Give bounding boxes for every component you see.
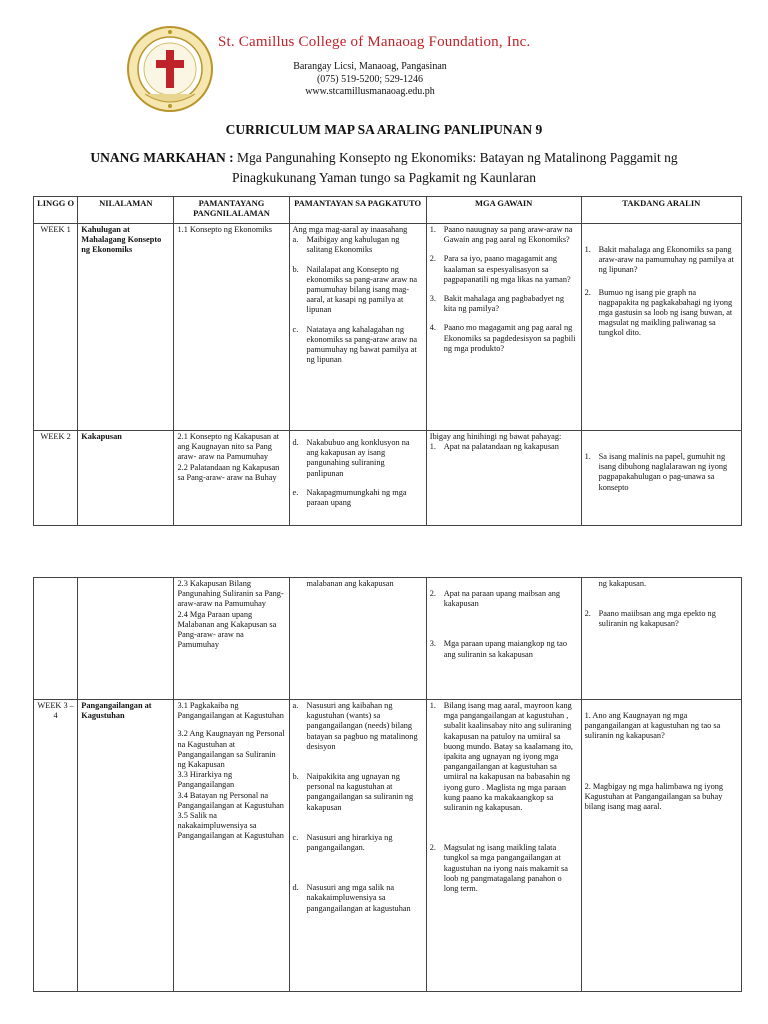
pangnilalaman-item: 2.2 Palatandaan ng Kakapusan sa Pang-araw- araw na Buhay: [177, 462, 280, 482]
header-nilalaman: NILALAMAN: [78, 197, 174, 224]
table-row: [34, 578, 742, 700]
pagkatuto-intro: Ang mga mag-aaral ay inaasahang: [292, 225, 408, 234]
header-pamantayang-pangnilalaman: PAMANTAYANG PANGNILALAMAN: [174, 197, 289, 224]
takdang-cell: [581, 224, 741, 431]
list-item: e. Nakapagmumungkahi ng mga paraan upang: [292, 487, 407, 508]
takdang-cell: [581, 578, 741, 700]
list-item: a. Nasusuri ang kaibahan ng kagustuhan (wants) sa pangangailangan (needs) bilang batayan sa pagbuo ng matalinong desisyon: [292, 701, 418, 751]
list-item: 1. Bakit mahalaga ang Ekonomiks sa pang araw-araw na pamumuhay ng pamilya at ng lipunan?: [584, 245, 734, 275]
gawain-cell: [426, 224, 581, 431]
pagkatuto-cell: [289, 224, 426, 431]
pangnilalaman-cell: [174, 578, 289, 700]
list-item: 2. Magbigay ng mga halimbawa ng iyong Kagustuhan at Pangangailangan sa buhay bilang isang mag aaral.: [584, 781, 724, 812]
list-item: 2. Bumuo ng isang pie graph na nagpapakita ng pagkakabahagi ng iyong mga gastusin sa loob ng isang buwan, at magsulat ng maikling paliwanag sa tungkol dito.: [584, 287, 733, 338]
pangnilalaman-cell: [174, 700, 289, 992]
header-mga-gawain: MGA GAWAIN: [426, 197, 581, 224]
week-cell: WEEK 3 – 4: [34, 700, 78, 992]
table-row: [34, 224, 742, 431]
table-row: [34, 700, 742, 992]
takdang-cell: [581, 431, 741, 526]
quarter-label: UNANG MARKAHAN :: [90, 150, 234, 165]
pangnilalaman-cell: 1.1 Konsepto ng Ekonomiks: [174, 224, 289, 431]
pangnilalaman-item: 3.3 Hirarkiya ng Pangangailangan: [177, 770, 235, 790]
list-item: 1. Paano nauugnay sa pang araw-araw na Gawain ang pag aaral ng Ekonomiks?: [429, 225, 573, 245]
list-item: d. Nasusuri ang mga salik na nakakaimpluwensiya sa pangangailangan at kagustuhan: [292, 883, 411, 913]
pangnilalaman-cell: [174, 431, 289, 526]
pangnilalaman-item: 3.1 Pagkakaiba ng Pangangailangan at Kagustuhan: [177, 701, 284, 721]
list-item: c. Nasusuri ang hirarkiya ng pangangailangan.: [292, 832, 393, 853]
list-item: 1. Sa isang malinis na papel, gumuhit ng isang dibuhong naglalarawan ng iyong pagpapakahulugan o pag-unawa sa konsepto: [584, 452, 728, 492]
list-item: b. Nailalapat ang Konsepto ng ekonomiks sa pang-araw araw na pamumuhay bilang isang mag-aaral, at kasapi ng pamilya at lipunan: [292, 264, 418, 315]
document-title: CURRICULUM MAP SA ARALING PANLIPUNAN 9: [225, 122, 543, 137]
quarter-topic-line1: Mga Pangunahing Konsepto ng Ekonomiks: Batayan ng Matalinong Paggamit ng: [237, 150, 678, 165]
list-item: 4. Paano mo magagamit ang pag aaral ng Ekonomiks sa pagdedesisyon sa pagbili ng mga produkto?: [429, 323, 576, 353]
nilalaman-cell: Kakapusan: [78, 431, 174, 526]
school-name: St. Camillus College of Manaoag Foundation, Inc.: [218, 34, 531, 50]
list-item: 2. Para sa iyo, paano magagamit ang kaalaman sa espesyalisasyon sa pagpapanatili ng mga likas na yaman?: [429, 254, 571, 284]
pagkatuto-cell: [289, 578, 426, 700]
list-item: 2. Apat na paraan upang maibsan ang kakapusan: [429, 589, 561, 609]
nilalaman-cell: Kahulugan at Mahalagang Konsepto ng Ekonomiks: [78, 224, 174, 431]
takdang-continued: ng kakapusan.: [598, 579, 647, 588]
curriculum-table-page2: [33, 577, 742, 992]
pangnilalaman-item: 3.4 Batayan ng Personal na Pangangailangan at Kagustuhan: [177, 790, 284, 810]
list-item: 1. Bilang isang mag aaral, mayroon kang mga pangangailangan at kagustuhan , subalit kaalinsabay nito ang suliraning kakapusan na patuloy na umiiral sa buong mundo. Batay sa kaalamang ito, ipakita ang ugnayan ng iyong mga pangangailangan at kagustuhan sa umiiral na kakapusan na babasahin ng iyong guro . Maglista ng mga paraan kung paano ka makakaangkop sa suliranin ng kakapusan.: [429, 701, 573, 813]
school-website[interactable]: www.stcamillusmanaoag.edu.ph: [305, 86, 435, 97]
header-pamantayan-pagkatuto: PAMANTAYAN SA PAGKATUTO: [289, 197, 426, 224]
week-cell: WEEK 2: [34, 431, 78, 526]
list-item: 3. Bakit mahalaga ang pagbabadyet ng kita ng pamilya?: [429, 294, 564, 314]
table-row: [34, 431, 742, 526]
pangnilalaman-item: 3.5 Salik na nakakaimpluwensiya sa Pangangailangan at Kagustuhan: [177, 811, 284, 841]
list-item: b. Naipakikita ang ugnayan ng personal na kagustuhan at pangangailangan sa suliranin ng kakapusan: [292, 772, 414, 812]
school-address: Barangay Licsi, Manaoag, Pangasinan: [293, 61, 447, 72]
list-item: d. Nakabubuo ang konklusyon na ang kakapusan ay isang pangunahing suliraning panlipunan: [292, 438, 410, 478]
list-item: 1. Ano ang Kaugnayan ng mga pangangailangan at kagustuhan ng tao sa suliranin ng kakapusan?: [584, 711, 721, 741]
nilalaman-cell: Pangangailangan at Kagustuhan: [78, 700, 174, 992]
list-item: c. Natataya ang kahalagahan ng ekonomiks sa pang-araw araw na pamumuhay ng bawat pamilya at ng lipunan: [292, 324, 418, 365]
pangnilalaman-item: 2.1 Konsepto ng Kakapusan at ang Kaugnayan nito sa Pang araw- araw na Pamumuhay: [177, 432, 280, 462]
header-takdang-aralin: TAKDANG ARALIN: [581, 197, 741, 224]
list-item: 2. Paano maiibsan ang mga epekto ng suliranin ng kakapusan?: [584, 609, 716, 629]
list-item: a. Maibigay ang kahulugan ng salitang Ekonomiks: [292, 235, 400, 255]
school-phone: (075) 519-5200; 529-1246: [316, 73, 424, 85]
school-contact-block: [270, 61, 470, 99]
gawain-intro: Ibigay ang hinihingi ng bawat pahayag:: [429, 432, 562, 441]
list-item: 1. Apat na palatandaan ng kakapusan: [429, 442, 559, 452]
school-seal-logo: [125, 24, 215, 114]
takdang-cell: [581, 700, 741, 992]
gawain-cell: [426, 700, 581, 992]
pangnilalaman-item: 3.2 Ang Kaugnayan ng Personal na Kagustuhan at Pangangailangan sa Suliranin ng Kakapusan: [177, 729, 285, 770]
gawain-cell: [426, 578, 581, 700]
gawain-cell: [426, 431, 581, 526]
pangnilalaman-item: 2.3 Kakapusan Bilang Pangunahing Suliranin sa Pang- araw-araw na Pamumuhay: [177, 579, 284, 609]
list-item: 2. Magsulat ng isang maikling talata tungkol sa mga pangangailangan at kagustuhan na iyong nais makamit sa loob ng pangmatagalang panahon o long term.: [429, 843, 568, 894]
week-cell: [34, 578, 78, 700]
pagkatuto-cell: [289, 700, 426, 992]
curriculum-table-page1: [33, 196, 742, 526]
week-cell: WEEK 1: [34, 224, 78, 431]
header-lingo: LINGG O: [34, 197, 78, 224]
nilalaman-cell: [78, 578, 174, 700]
pagkatuto-cell: [289, 431, 426, 526]
list-item: 3. Mga paraan upang maiangkop ng tao ang suliranin sa kakapusan: [429, 639, 567, 659]
pagkatuto-continued: malabanan ang kakapusan: [306, 579, 394, 588]
quarter-topic-line2: Pinagkukunang Yaman tungo sa Pagkamit ng Kaunlaran: [231, 170, 537, 185]
pangnilalaman-item: 2.4 Mga Paraan upang Malabanan ang Kakapusan sa Pang-araw- araw na Pamumuhay: [177, 609, 277, 650]
quarter-heading: [0, 148, 768, 188]
